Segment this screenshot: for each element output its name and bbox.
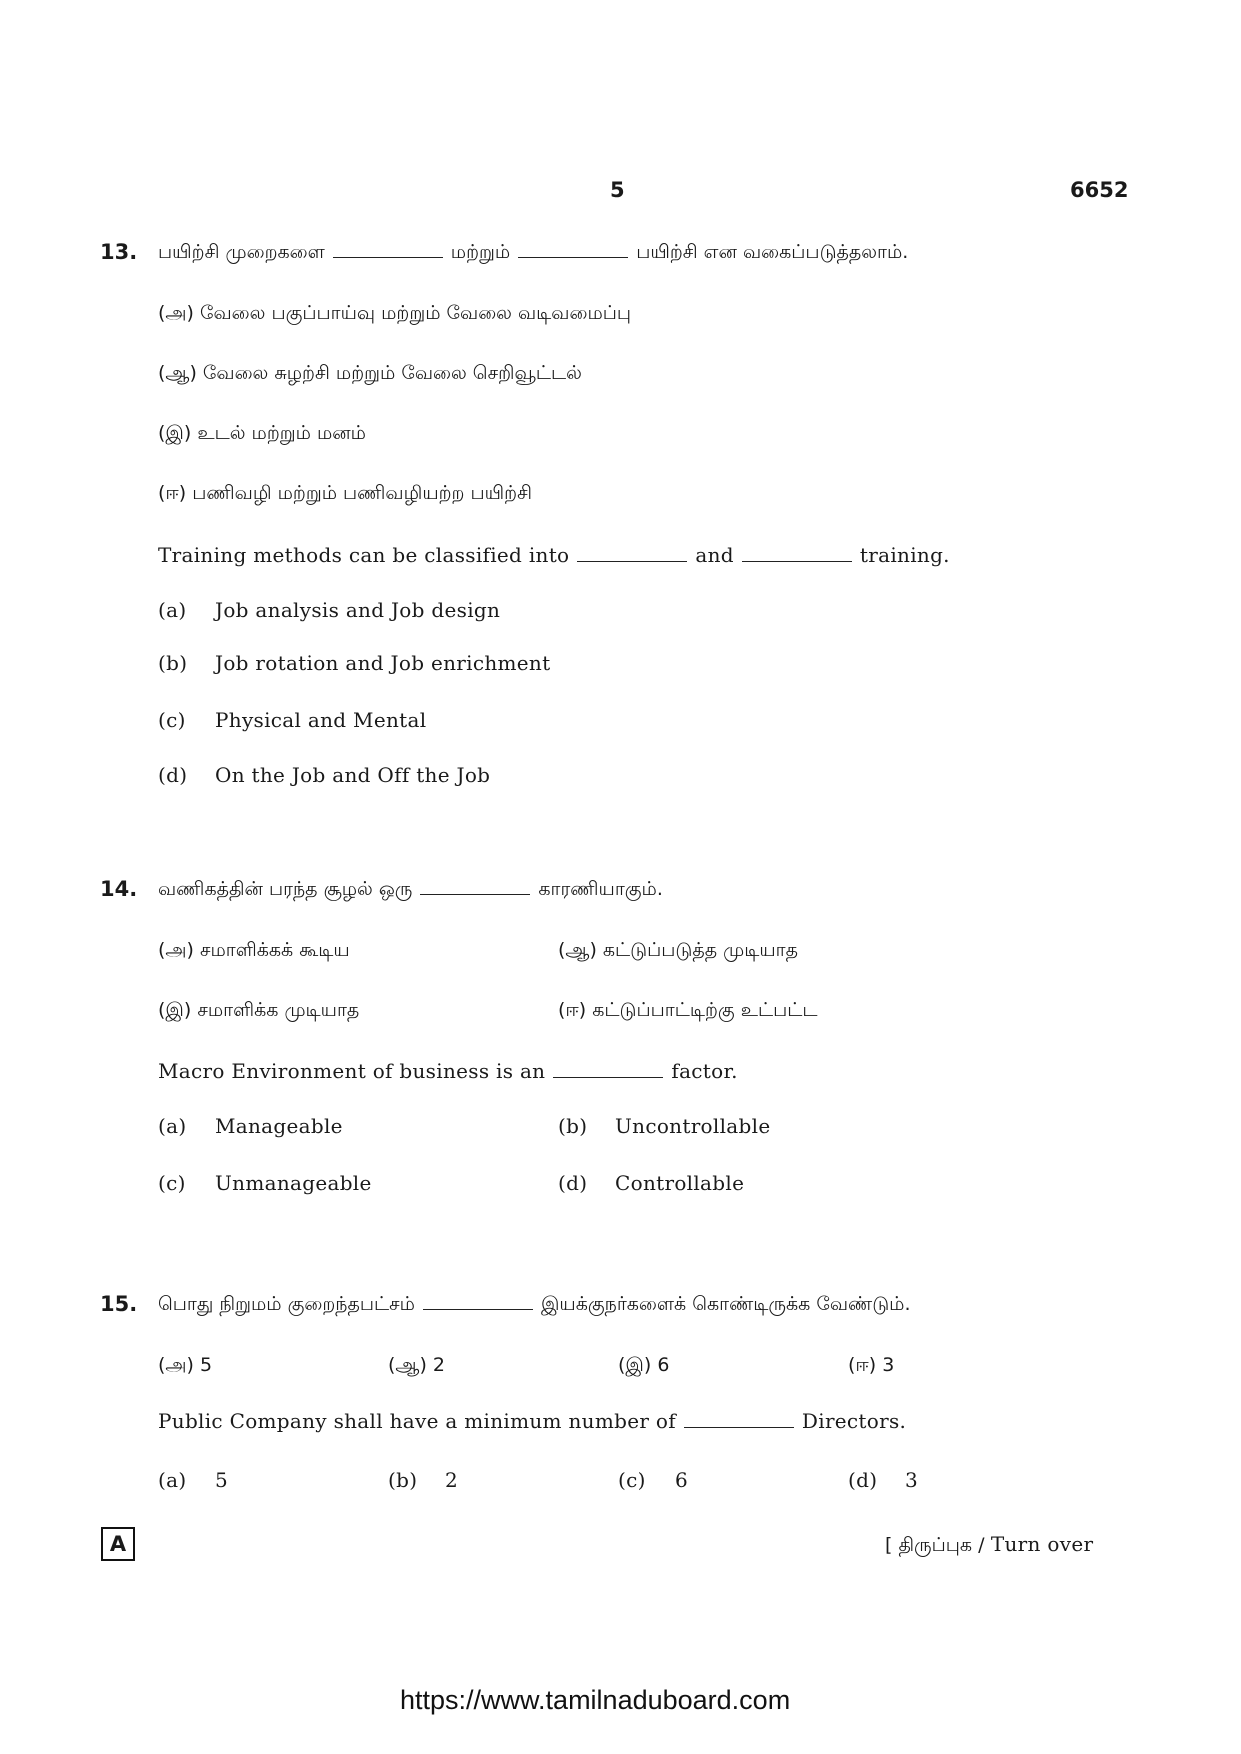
paper-code: 6652 [1070, 178, 1129, 202]
stem-part: மற்றும் [450, 241, 511, 263]
option-text: உடல் மற்றும் மனம் [197, 422, 366, 444]
tamil-option [618, 1354, 669, 1379]
answer-blank [420, 892, 530, 895]
option-text: கட்டுப்பாட்டிற்கு உட்பட்ட [592, 999, 818, 1021]
answer-blank [742, 559, 852, 562]
question-number: 14. [100, 877, 138, 901]
option-text: சமாளிக்கக் கூடிய [200, 939, 350, 961]
option-label: (அ) [158, 302, 194, 324]
website-link[interactable]: https://www.tamilnaduboard.com [400, 1685, 791, 1715]
option-label: (ஆ) [158, 362, 197, 384]
option-text: வேலை பகுப்பாய்வு மற்றும் வேலை வடிவமைப்பு [200, 302, 632, 324]
option-label: (ஈ) [158, 482, 187, 504]
answer-blank [518, 255, 628, 258]
option-label: (b) [158, 651, 188, 675]
english-stem [158, 1409, 906, 1433]
english-option-text: 6 [675, 1468, 689, 1492]
stem-part: காரணியாகும். [538, 878, 663, 900]
english-option-text: Job analysis and Job design [215, 598, 501, 622]
tamil-option [158, 302, 631, 327]
option-text: வேலை சுழற்சி மற்றும் வேலை செறிவூட்டல் [202, 362, 582, 384]
english-option [158, 651, 187, 675]
english-option [558, 1171, 587, 1195]
english-option-text: Controllable [615, 1171, 745, 1195]
tamil-stem [158, 241, 908, 266]
english-option-text: Uncontrollable [615, 1114, 771, 1138]
option-label: (c) [618, 1468, 646, 1492]
english-option-text: 3 [905, 1468, 919, 1492]
tamil-option [558, 999, 817, 1024]
stem-part: and [695, 543, 734, 567]
stem-part: Public Company shall have a minimum number of [158, 1409, 676, 1433]
stem-part: வணிகத்தின் பரந்த சூழல் ஒரு [158, 878, 413, 900]
tamil-option [158, 939, 350, 964]
option-label: (இ) [158, 422, 192, 444]
question-number: 15. [100, 1292, 138, 1316]
option-label: (d) [848, 1468, 878, 1492]
answer-blank [423, 1307, 533, 1310]
answer-blank [553, 1075, 663, 1078]
english-option [848, 1468, 877, 1492]
stem-part: training. [859, 543, 950, 567]
option-label: (c) [158, 1171, 186, 1195]
tamil-option [158, 482, 532, 507]
english-option-text: On the Job and Off the Job [215, 763, 491, 787]
english-option-text: Job rotation and Job enrichment [215, 651, 551, 675]
stem-part: பயிற்சி என வகைப்படுத்தலாம். [636, 241, 909, 263]
tamil-option [848, 1354, 894, 1379]
stem-part: Macro Environment of business is an [158, 1059, 546, 1083]
option-label: (b) [558, 1114, 588, 1138]
answer-blank [333, 255, 443, 258]
answer-blank [577, 559, 687, 562]
english-option [158, 708, 186, 732]
tamil-option [158, 999, 359, 1024]
tamil-option [558, 939, 798, 964]
series-box: A [101, 1527, 135, 1561]
page-number: 5 [610, 178, 625, 202]
turn-over-note [885, 1532, 1093, 1559]
english-option [388, 1468, 417, 1492]
option-label: (d) [158, 763, 188, 787]
option-text: 5 [200, 1354, 213, 1376]
english-stem [158, 1059, 738, 1083]
turn-over-english: Turn over [990, 1532, 1094, 1556]
option-label: (a) [158, 598, 187, 622]
option-label: (இ) [618, 1354, 652, 1376]
stem-part: Directors. [801, 1409, 907, 1433]
english-option [158, 598, 186, 622]
english-option-text: Physical and Mental [215, 708, 427, 732]
tamil-stem [158, 1293, 910, 1318]
tamil-option [158, 1354, 212, 1379]
option-text: பணிவழி மற்றும் பணிவழியற்ற பயிற்சி [192, 482, 532, 504]
option-label: (ஈ) [558, 999, 587, 1021]
question-number: 13. [100, 240, 138, 264]
option-text: 6 [657, 1354, 670, 1376]
english-option-text: Manageable [215, 1114, 343, 1138]
english-option [158, 1468, 186, 1492]
english-option [158, 1114, 186, 1138]
english-option [158, 1171, 186, 1195]
stem-part: பொது நிறுமம் குறைந்தபட்சம் [158, 1293, 415, 1315]
answer-blank [684, 1425, 794, 1428]
tamil-option [388, 1354, 445, 1379]
english-option-text: Unmanageable [215, 1171, 372, 1195]
english-option [558, 1114, 587, 1138]
option-label: (a) [158, 1114, 187, 1138]
option-label: (அ) [158, 1354, 194, 1376]
option-text: கட்டுப்படுத்த முடியாத [602, 939, 798, 961]
stem-part: பயிற்சி முறைகளை [158, 241, 325, 263]
option-label: (a) [158, 1468, 187, 1492]
english-option-text: 2 [445, 1468, 459, 1492]
option-label: (இ) [158, 999, 192, 1021]
option-text: 2 [432, 1354, 445, 1376]
stem-part: factor. [671, 1059, 738, 1083]
english-option-text: 5 [215, 1468, 229, 1492]
english-stem [158, 543, 950, 567]
option-label: (அ) [158, 939, 194, 961]
tamil-stem [158, 878, 663, 903]
stem-part: Training methods can be classified into [158, 543, 570, 567]
option-label: (ஆ) [388, 1354, 427, 1376]
tamil-option [158, 422, 366, 447]
english-option [158, 763, 187, 787]
option-text: 3 [882, 1354, 895, 1376]
option-label: (d) [558, 1171, 588, 1195]
english-option [618, 1468, 646, 1492]
option-text: சமாளிக்க முடியாத [197, 999, 360, 1021]
tamil-option [158, 362, 582, 387]
option-label: (ஆ) [558, 939, 597, 961]
stem-part: இயக்குநர்களைக் கொண்டிருக்க வேண்டும். [540, 1293, 911, 1315]
option-label: (c) [158, 708, 186, 732]
option-label: (ஈ) [848, 1354, 877, 1376]
turn-over-tamil: [ திருப்புக / [885, 1534, 985, 1556]
option-label: (b) [388, 1468, 418, 1492]
